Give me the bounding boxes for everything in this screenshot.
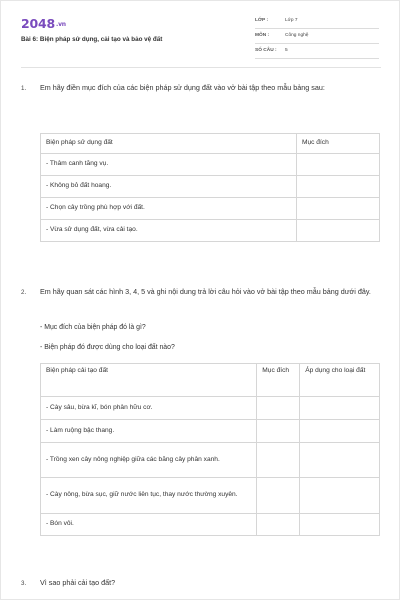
answer-cell[interactable] bbox=[300, 478, 380, 514]
answer-cell[interactable] bbox=[297, 154, 380, 176]
table-row bbox=[41, 397, 380, 420]
answer-cell[interactable] bbox=[297, 176, 380, 198]
meta-value: Lớp 7 bbox=[285, 18, 298, 23]
table-row bbox=[41, 198, 380, 220]
table-row bbox=[41, 220, 380, 242]
table-cell: - Trồng xen cây nông nghiệp giữa các băng cây phân xanh. bbox=[41, 443, 257, 478]
table-cell: - Cày nông, bừa sục, giữ nước liên tục, thay nước thường xuyên. bbox=[41, 478, 257, 514]
table-header-row bbox=[41, 364, 380, 397]
meta-label: LỚP : bbox=[255, 18, 269, 23]
answer-cell[interactable] bbox=[257, 420, 300, 443]
answer-cell[interactable] bbox=[300, 420, 380, 443]
answer-cell[interactable] bbox=[300, 514, 380, 536]
meta-subject bbox=[255, 29, 379, 44]
logo-text: 2048 bbox=[21, 16, 55, 31]
header-divider bbox=[21, 67, 381, 68]
table-header-row bbox=[41, 134, 380, 154]
table-header-cell: Biện pháp sử dụng đất bbox=[41, 134, 297, 154]
table-header-cell: Mục đích bbox=[257, 364, 300, 397]
question-text: Vì sao phải cải tạo đất? bbox=[40, 578, 116, 587]
answer-cell[interactable] bbox=[297, 220, 380, 242]
soil-improvement-table bbox=[40, 363, 380, 536]
meta-class bbox=[255, 14, 379, 29]
table-header-cell: Biện pháp cải tạo đất bbox=[41, 364, 257, 397]
sub-question: - Biện pháp đó được dùng cho loại đất nào? bbox=[40, 344, 175, 351]
table-cell: - Chọn cây trồng phù hợp với đất. bbox=[41, 198, 297, 220]
question-number: 2. bbox=[21, 289, 27, 296]
answer-cell[interactable] bbox=[257, 514, 300, 536]
site-logo[interactable] bbox=[21, 16, 66, 31]
table-header-cell: Mục đích bbox=[297, 134, 380, 154]
meta-value: 5 bbox=[285, 48, 288, 53]
meta-question-count bbox=[255, 44, 379, 59]
question-text: Em hãy điền mục đích của các biện pháp sử dụng đất vào vở bài tập theo mẫu bảng sau: bbox=[40, 83, 325, 92]
table-row bbox=[41, 514, 380, 536]
table-cell: - Không bỏ đất hoang. bbox=[41, 176, 297, 198]
question-number: 1. bbox=[21, 85, 27, 92]
answer-cell[interactable] bbox=[300, 397, 380, 420]
meta-value: Công nghệ bbox=[285, 33, 309, 38]
table-cell: - Vừa sử dụng đất, vừa cải tạo. bbox=[41, 220, 297, 242]
page-title: Bài 6: Biện pháp sử dụng, cải tạo và bảo vệ đất bbox=[21, 36, 163, 43]
table-row bbox=[41, 176, 380, 198]
land-use-table bbox=[40, 133, 380, 242]
answer-cell[interactable] bbox=[257, 478, 300, 514]
table-row bbox=[41, 478, 380, 514]
sub-question: - Mục đích của biện pháp đó là gì? bbox=[40, 324, 146, 331]
table-cell: - Thâm canh tăng vụ. bbox=[41, 154, 297, 176]
answer-cell[interactable] bbox=[257, 397, 300, 420]
answer-cell[interactable] bbox=[300, 443, 380, 478]
table-row bbox=[41, 420, 380, 443]
logo-suffix: .vn bbox=[56, 21, 66, 28]
table-row bbox=[41, 443, 380, 478]
table-cell: - Làm ruộng bậc thang. bbox=[41, 420, 257, 443]
table-cell: - Bón vôi. bbox=[41, 514, 257, 536]
question-text: Em hãy quan sát các hình 3, 4, 5 và ghi nội dung trả lời câu hỏi vào vở bài tập theo mẫu bảng dưới đây. bbox=[40, 287, 371, 296]
question-number: 3. bbox=[21, 580, 27, 587]
table-cell: - Cày sâu, bừa kĩ, bón phân hữu cơ. bbox=[41, 397, 257, 420]
answer-cell[interactable] bbox=[257, 443, 300, 478]
meta-label: MÔN : bbox=[255, 33, 270, 38]
table-row bbox=[41, 154, 380, 176]
meta-label: SỐ CÂU : bbox=[255, 48, 277, 53]
table-header-cell: Áp dụng cho loại đất bbox=[300, 364, 380, 397]
answer-cell[interactable] bbox=[297, 198, 380, 220]
